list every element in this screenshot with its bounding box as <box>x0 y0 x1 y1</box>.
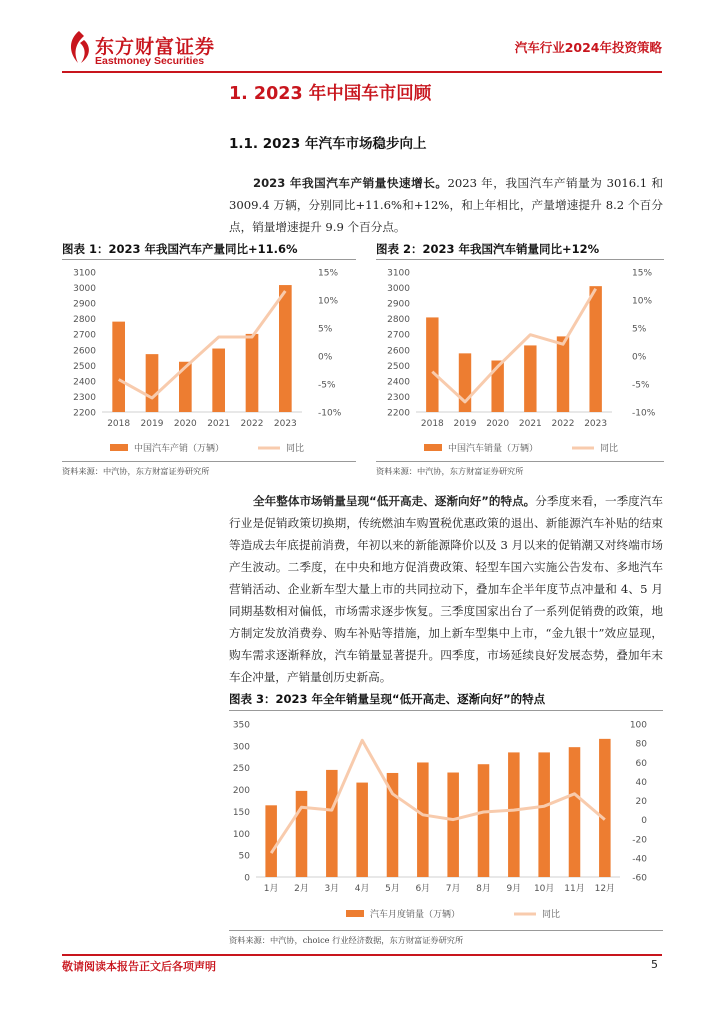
header-rule <box>62 71 662 73</box>
legend-label-line: 同比 <box>286 444 305 454</box>
y-left-tick-label: 2600 <box>387 346 410 357</box>
y-left-tick-label: 2600 <box>73 346 96 357</box>
bar <box>538 752 550 877</box>
y-left-tick-label: 3100 <box>73 268 96 279</box>
y-right-tick-label: 0% <box>632 352 647 363</box>
report-title: 汽车行业2024年投资策略 <box>514 40 662 55</box>
section-title: 1. 2023 年中国车市回顾 <box>229 84 432 104</box>
x-tick-label: 8月 <box>476 884 491 894</box>
figure-1-rule <box>62 259 356 260</box>
figure-2-rule <box>376 259 664 260</box>
legend-label-bars: 汽车月度销量（万辆） <box>370 910 461 920</box>
paragraph-2-body: 分季度来看，一季度汽车行业是促销政策切换期，传统燃油车购置税优惠政策的退出、新能源汽车补贴的结束等造成去年底提前消费，年初以来的新能源降价以及 3 月以来的促销潮又对终端市场产生波动。二季度，在中央和地方促消费政策、轻型车国六实施公告发布、多地汽车营销活动、企业新车型大量上市的共同拉动下，叠加车企半年度节点冲量和 4、5 月同期基数相对偏低，市场需求逐步恢复。三季度国家出台了一系列促销费的政策，地方制定发放消费券、购车补贴等措施，加上新车型集中上市，“金九银十”效应显现，购车需求逐渐释放，汽车销量显著提升。四季度，市场延续良好发展态势，叠加年末车企冲量，产销量创历史新高。 <box>229 494 663 684</box>
y-left-tick-label: 0 <box>244 873 250 884</box>
y-right-tick-label: -5% <box>318 380 336 391</box>
figure-2-title: 图表 2：2023 年我国汽车销量同比+12% <box>376 242 600 256</box>
legend-label-bars: 中国汽车产销（万辆） <box>134 444 225 454</box>
y-left-tick-label: 200 <box>232 786 250 797</box>
x-tick-label: 2020 <box>486 419 510 429</box>
y-right-tick-label: -10% <box>318 408 342 419</box>
y-left-tick-label: 2300 <box>73 392 96 403</box>
page-number: 5 <box>651 958 658 971</box>
logo-cn: 东方财富证券 <box>95 36 216 58</box>
figure-1-source: 资料来源：中汽协，东方财富证券研究所 <box>62 466 210 476</box>
y-right-tick-label: 60 <box>635 758 647 769</box>
y-right-tick-label: 0 <box>641 816 647 827</box>
y-left-tick-label: 2900 <box>387 299 410 310</box>
bar <box>112 322 125 412</box>
y-left-tick-label: 2400 <box>73 377 96 388</box>
figure-2-source: 资料来源：中汽协，东方财富证券研究所 <box>376 466 524 476</box>
subsection-title: 1.1. 2023 年汽车市场稳步向上 <box>229 136 427 152</box>
y-left-tick-label: 2900 <box>73 299 96 310</box>
y-left-tick-label: 2700 <box>73 330 96 341</box>
bar <box>599 739 611 877</box>
figure-1-bottom-rule <box>62 461 356 462</box>
x-tick-label: 6月 <box>415 884 431 894</box>
x-tick-label: 2019 <box>140 419 164 429</box>
figure-2-bottom-rule <box>376 461 664 462</box>
x-tick-label: 2月 <box>294 884 309 894</box>
x-tick-label: 5月 <box>385 884 400 894</box>
y-left-tick-label: 2400 <box>387 377 410 388</box>
x-tick-label: 2018 <box>107 419 131 429</box>
x-tick-label: 10月 <box>533 884 555 894</box>
y-right-tick-label: 80 <box>635 739 647 750</box>
y-left-tick-label: 2500 <box>73 361 96 372</box>
y-left-tick-label: 100 <box>232 829 250 840</box>
figure-3-source: 资料来源：中汽协，choice 行业经济数据，东方财富证券研究所 <box>229 935 464 945</box>
chart-production <box>62 262 356 460</box>
bar <box>569 747 581 877</box>
figure-3-title: 图表 3：2023 年全年销量呈现“低开高走、逐渐向好”的特点 <box>229 692 546 706</box>
y-right-tick-label: 20 <box>635 797 647 807</box>
legend-swatch-bars <box>346 910 364 917</box>
legend-label-line: 同比 <box>600 444 619 454</box>
chart-sales <box>376 262 664 460</box>
x-tick-label: 2022 <box>240 419 264 429</box>
bar <box>426 317 438 412</box>
y-right-tick-label: 10% <box>632 296 653 307</box>
legend-label-line: 同比 <box>542 910 561 920</box>
x-tick-label: 2022 <box>551 419 575 429</box>
logo-icon <box>64 30 94 64</box>
legend-swatch-bars <box>110 444 128 451</box>
bar <box>279 285 292 412</box>
y-right-tick-label: 0% <box>318 352 333 363</box>
bar <box>447 773 459 877</box>
y-left-tick-label: 2500 <box>387 361 410 372</box>
y-left-tick-label: 250 <box>232 764 250 775</box>
y-right-tick-label: 15% <box>318 268 339 279</box>
x-tick-label: 3月 <box>324 884 340 894</box>
footer-disclaimer: 敬请阅读本报告正文后各项声明 <box>62 960 216 973</box>
y-left-tick-label: 3000 <box>387 284 410 295</box>
series-line-yoy <box>119 291 286 398</box>
bar <box>589 286 601 412</box>
y-right-tick-label: 100 <box>629 720 647 731</box>
bar <box>557 336 569 412</box>
x-tick-label: 2021 <box>207 419 231 429</box>
logo-en: Eastmoney Securities <box>95 55 205 67</box>
y-right-tick-label: -10% <box>632 408 656 419</box>
x-tick-label: 11月 <box>564 884 585 894</box>
y-left-tick-label: 150 <box>232 807 250 818</box>
y-left-tick-label: 350 <box>232 720 250 731</box>
x-tick-label: 2023 <box>273 419 297 429</box>
bar <box>296 791 308 877</box>
bar <box>326 770 338 877</box>
y-left-tick-label: 50 <box>238 851 250 862</box>
bar <box>146 354 159 412</box>
y-left-tick-label: 2200 <box>387 408 410 419</box>
y-right-tick-label: -60 <box>632 873 647 884</box>
y-right-tick-label: 5% <box>318 324 333 335</box>
legend-swatch-bars <box>424 444 442 451</box>
figure-3-rule <box>229 710 663 711</box>
paragraph-1 <box>229 172 663 238</box>
series-line-yoy <box>271 740 605 853</box>
paragraph-2 <box>229 490 663 688</box>
y-right-tick-label: 5% <box>632 324 647 335</box>
x-tick-label: 2021 <box>518 419 542 429</box>
x-tick-label: 2020 <box>173 419 197 429</box>
bar <box>508 752 520 877</box>
x-tick-label: 2018 <box>420 419 444 429</box>
bar <box>356 783 368 877</box>
y-right-tick-label: 40 <box>635 777 647 788</box>
x-tick-label: 2023 <box>584 419 608 429</box>
y-left-tick-label: 3000 <box>73 284 96 295</box>
x-tick-label: 12月 <box>594 884 616 894</box>
x-tick-label: 1月 <box>263 884 279 894</box>
paragraph-1-lead: 2023 年我国汽车产销量快速增长。 <box>253 176 448 190</box>
y-right-tick-label: 15% <box>632 268 653 279</box>
y-left-tick-label: 2800 <box>387 315 410 326</box>
x-tick-label: 7月 <box>445 884 461 894</box>
header <box>0 0 724 72</box>
y-right-tick-label: -20 <box>632 835 647 846</box>
y-left-tick-label: 2200 <box>73 408 96 419</box>
bar <box>417 762 429 877</box>
y-left-tick-label: 300 <box>232 742 250 753</box>
paragraph-1-body: 2023 年，我国汽车产销量为 3016.1 和 3009.4 万辆，分别同比+11.6%和+12%，和上年相比，产量增速提升 8.2 个百分点，销量增速提升 9.9 个百分点。 <box>229 176 663 234</box>
figure-1-title: 图表 1：2023 年我国汽车产量同比+11.6% <box>62 242 298 256</box>
y-left-tick-label: 3100 <box>387 268 410 279</box>
y-right-tick-label: -40 <box>632 854 647 865</box>
bar <box>524 345 536 412</box>
chart-monthly-sales <box>222 712 664 930</box>
footer-rule <box>62 954 662 956</box>
y-left-tick-label: 2800 <box>73 315 96 326</box>
legend-label-bars: 中国汽车销量（万辆） <box>448 444 539 454</box>
x-tick-label: 4月 <box>354 884 370 894</box>
bar <box>212 349 225 412</box>
y-right-tick-label: 10% <box>318 296 339 307</box>
bar <box>478 764 490 877</box>
x-tick-label: 9月 <box>506 884 522 894</box>
y-left-tick-label: 2700 <box>387 330 410 341</box>
series-line-yoy <box>432 289 595 402</box>
paragraph-2-lead: 全年整体市场销量呈现“低开高走、逐渐向好”的特点。 <box>253 494 536 508</box>
x-tick-label: 2019 <box>453 419 477 429</box>
bar <box>265 805 277 877</box>
y-left-tick-label: 2300 <box>387 392 410 403</box>
bar <box>246 334 259 412</box>
figure-3-bottom-rule <box>229 930 663 931</box>
y-right-tick-label: -5% <box>632 380 650 391</box>
